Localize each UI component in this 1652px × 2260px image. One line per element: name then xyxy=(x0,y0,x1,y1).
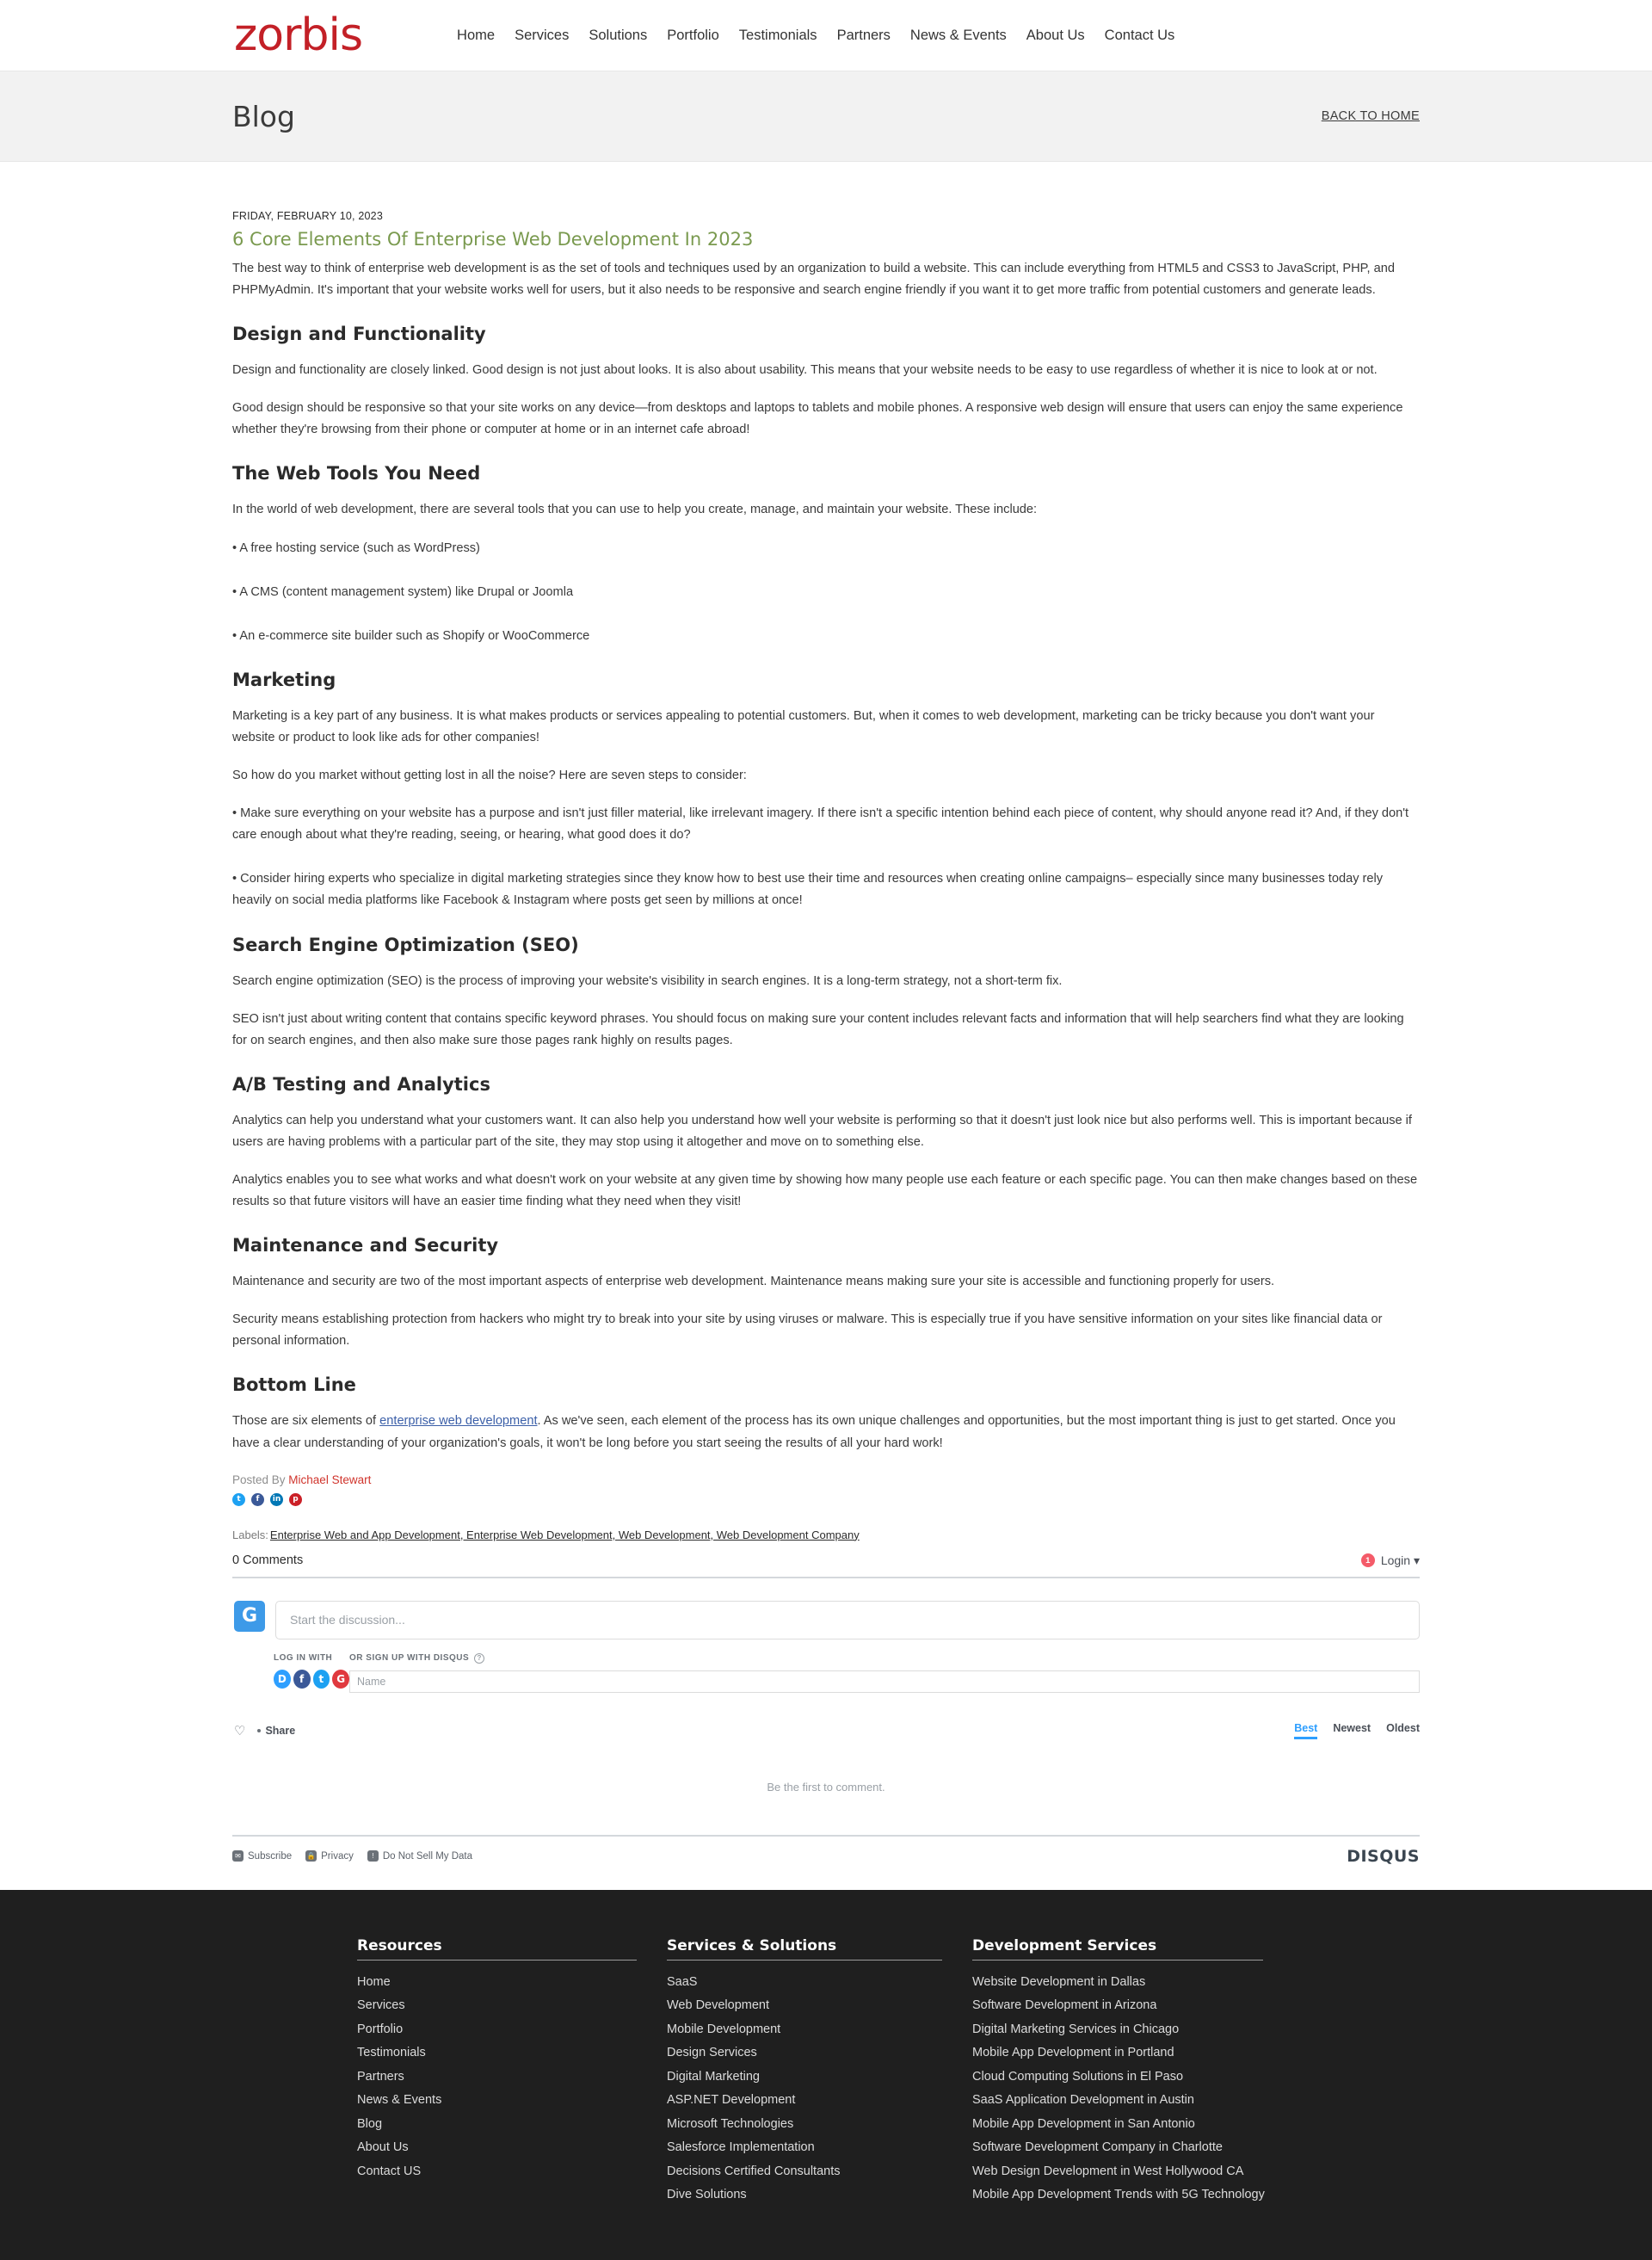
section-paragraph: In the world of web development, there are several tools that you can use to help you create, manage, and maintain your website. These include: xyxy=(232,503,1038,517)
sort-tab-newest[interactable]: Newest xyxy=(1333,1721,1372,1734)
nav-item-portfolio[interactable]: Portfolio xyxy=(667,27,719,43)
footer-link[interactable]: Design Services xyxy=(667,2046,757,2060)
section-bullet: • A free hosting service (such as WordPress) xyxy=(232,540,480,555)
footer-link[interactable]: Digital Marketing Services in Chicago xyxy=(972,2022,1180,2036)
comment-input[interactable]: Start the discussion... xyxy=(275,1601,1420,1639)
footer-link[interactable]: Partners xyxy=(357,2069,404,2084)
login-options-row xyxy=(232,1653,1420,1693)
nav-item-about-us[interactable]: About Us xyxy=(1026,27,1085,43)
section-paragraph: Maintenance and security are two of the most important aspects of enterprise web development. Maintenance means making sure your site is accessible and functioning properly for users. xyxy=(232,1275,1275,1289)
section-bullet: • Consider hiring experts who specialize in digital marketing strategies since they know how to best use their time and resources when creating online campaigns– especially since many businesses today rely heavily on social media platforms like Facebook & Instagram where posts get seen by millions at once! xyxy=(232,872,1384,908)
footer-column-title: Resources xyxy=(357,1936,442,1954)
privacy-link[interactable] xyxy=(305,1850,354,1862)
bullet-dot-icon xyxy=(257,1729,261,1732)
nav-item-contact-us[interactable]: Contact Us xyxy=(1104,27,1175,43)
section-paragraph: Security means establishing protection from hackers who might try to break into your site by using viruses or malware. This is especially true if you have sensitive information on your sites like financial data or personal information. xyxy=(232,1312,1383,1349)
footer-column xyxy=(357,1937,667,2209)
list-item xyxy=(667,1973,942,1992)
post-title[interactable]: 6 Core Elements Of Enterprise Web Development In 2023 xyxy=(232,229,754,250)
nav-item-home[interactable]: Home xyxy=(457,27,496,43)
list-item xyxy=(972,2115,1286,2134)
footer-link[interactable]: SaaS Application Development in Austin xyxy=(972,2093,1194,2108)
footer-link[interactable]: Portfolio xyxy=(357,2022,404,2036)
section-heading: Design and Functionality xyxy=(232,324,486,345)
footer-link-list xyxy=(667,1973,942,2206)
facebook-login-icon[interactable]: f xyxy=(293,1670,311,1689)
posted-by-prefix: Posted By xyxy=(232,1473,289,1486)
section-paragraph: Analytics enables you to see what works and what doesn't work on your website at any given time by showing how many people use each feature or each specific page. You can then make changes based on these results so that future visitors will have an easier time finding what they need when they visit! xyxy=(232,1172,1418,1209)
footer-link[interactable]: Mobile App Development Trends with 5G Technology xyxy=(972,2187,1265,2201)
footer-link[interactable]: Digital Marketing xyxy=(667,2069,760,2084)
labels-row xyxy=(232,1528,1420,1541)
footer-link[interactable]: Mobile App Development in Portland xyxy=(972,2046,1174,2060)
nav-item-services[interactable]: Services xyxy=(515,27,570,43)
do-not-sell-icon: ! xyxy=(367,1850,379,1862)
footer-column-title: Development Services xyxy=(972,1936,1157,1954)
list-item xyxy=(357,2138,637,2158)
signup-label-text: OR SIGN UP WITH DISQUS xyxy=(349,1653,470,1664)
name-input[interactable]: Name xyxy=(349,1670,1420,1693)
nav-item-solutions[interactable]: Solutions xyxy=(589,27,648,43)
section-heading: Marketing xyxy=(232,669,336,690)
footer-link[interactable]: Home xyxy=(357,1974,391,1989)
list-item xyxy=(972,1996,1286,2016)
section-heading-bottom-line: Bottom Line xyxy=(232,1374,356,1396)
blog-post-container xyxy=(232,162,1420,1881)
footer-link[interactable]: SaaS xyxy=(667,1974,698,1989)
twitter-login-icon[interactable]: t xyxy=(313,1670,330,1689)
list-item xyxy=(972,2185,1286,2205)
list-item xyxy=(357,2020,637,2040)
signup-column xyxy=(349,1653,1420,1693)
comment-compose-row xyxy=(232,1601,1420,1639)
notification-badge: 1 xyxy=(1361,1553,1375,1567)
post-author[interactable]: Michael Stewart xyxy=(288,1473,372,1486)
section-bullet: • A CMS (content management system) like Drupal or Joomla xyxy=(232,584,574,599)
list-item xyxy=(972,2043,1286,2063)
share-button[interactable] xyxy=(257,1725,295,1737)
list-item xyxy=(667,2067,942,2087)
privacy-icon: 🔒 xyxy=(306,1852,316,1861)
footer-link[interactable]: Software Development Company in Charlotte xyxy=(972,2140,1223,2155)
section-paragraph: Design and functionality are closely linked. Good design is not just about looks. It is also about usability. This means that your website needs to be easy to use regardless of whether it is nice to look at or not. xyxy=(232,363,1378,378)
site-footer xyxy=(0,1890,1652,2260)
facebook-share-icon[interactable]: f xyxy=(251,1493,264,1506)
footer-link[interactable]: Contact US xyxy=(357,2164,422,2178)
footer-link[interactable]: Cloud Computing Solutions in El Paso xyxy=(972,2069,1184,2084)
main-navigation xyxy=(457,28,1174,44)
list-item xyxy=(667,2115,942,2134)
auth-provider-icons xyxy=(274,1670,349,1689)
section-heading: Search Engine Optimization (SEO) xyxy=(232,934,579,955)
list-item xyxy=(972,2162,1286,2182)
disqus-footer xyxy=(232,1837,1420,1881)
do-not-sell-link[interactable] xyxy=(367,1850,472,1862)
empty-comments-message: Be the first to comment. xyxy=(767,1780,885,1794)
list-item xyxy=(972,1973,1286,1992)
help-icon[interactable]: ? xyxy=(474,1653,484,1664)
posted-by xyxy=(232,1473,1420,1486)
post-date: FRIDAY, FEBRUARY 10, 2023 xyxy=(232,210,383,222)
bottom-line-text-before: Those are six elements of xyxy=(232,1414,380,1429)
do-not-sell-link-label: Do Not Sell My Data xyxy=(382,1850,473,1862)
footer-column xyxy=(667,1937,972,2209)
list-item xyxy=(357,2090,637,2110)
back-to-home-link[interactable]: BACK TO HOME xyxy=(1321,109,1420,123)
list-item xyxy=(667,2162,942,2182)
signup-label xyxy=(349,1653,1420,1664)
list-item xyxy=(667,2043,942,2063)
footer-link-list xyxy=(972,1973,1286,2206)
sort-tab-oldest[interactable]: Oldest xyxy=(1386,1721,1420,1734)
section-heading: A/B Testing and Analytics xyxy=(232,1073,490,1095)
disqus-header-row xyxy=(232,1553,1420,1577)
section-paragraph: Search engine optimization (SEO) is the process of improving your website's visibility in search engines. It is a long-term strategy, not a short-term fix. xyxy=(232,973,1063,988)
footer-link[interactable]: Web Design Development in West Hollywood CA xyxy=(972,2164,1244,2178)
section-bullet: • Make sure everything on your website has a purpose and isn't just filler material, like irrelevant imagery. If there isn't a specific intention behind each piece of content, why should anyone read it? And, if they don't care enough about what they're reading, seeing, or hearing, what good does it do? xyxy=(232,806,1409,843)
footer-link[interactable]: Services xyxy=(357,1998,405,2013)
footer-column xyxy=(972,1937,1316,2209)
section-paragraph: So how do you market without getting lost in all the noise? Here are seven steps to consider: xyxy=(232,769,747,783)
section-paragraph: Marketing is a key part of any business. It is what makes products or services appealing to potential customers. But, when it comes to web development, marketing can be tricky because you don't want your website or product to look like ads for other companies! xyxy=(232,708,1375,744)
list-item xyxy=(357,1973,637,1992)
list-item xyxy=(357,2067,637,2087)
bottom-line-text-after: . As we've seen, each element of the process has its own unique challenges and opportunities, but the most important thing is just to get started. Once you have a clear understanding of your organization's goals, it won't be long before you start seeing the results of all your hard work! xyxy=(232,1414,1396,1450)
footer-link[interactable]: Mobile Development xyxy=(667,2022,781,2036)
login-label: Login ▾ xyxy=(1380,1553,1420,1567)
footer-link[interactable]: Mobile App Development in San Antonio xyxy=(972,2116,1195,2131)
footer-link[interactable]: Blog xyxy=(357,2116,383,2131)
section-bullet: • An e-commerce site builder such as Shopify or WooCommerce xyxy=(232,628,590,643)
site-logo[interactable]: zorbis xyxy=(234,9,363,61)
section-paragraph: SEO isn't just about writing content that contains specific keyword phrases. You should focus on making sure your content includes relevant facts and information that will help searchers find what they are looking for on search engines, and then also make sure those pages rank highly on results pages. xyxy=(232,1011,1404,1047)
list-item xyxy=(972,2067,1286,2087)
disqus-comments-widget xyxy=(232,1553,1420,1881)
footer-link[interactable]: Software Development in Arizona xyxy=(972,1998,1157,2013)
divider xyxy=(232,1577,1420,1578)
google-login-icon[interactable]: G xyxy=(332,1670,349,1689)
page-title-bar xyxy=(0,71,1652,162)
footer-link[interactable]: Decisions Certified Consultants xyxy=(667,2164,841,2178)
subscribe-link-label: Subscribe xyxy=(248,1850,293,1862)
footer-link[interactable]: News & Events xyxy=(357,2093,442,2108)
social-share-icons xyxy=(232,1493,1420,1506)
section-paragraph: Good design should be responsive so that your site works on any device—from desktops and laptops to tablets and mobile phones. A responsive web design will ensure that users can enjoy the same experience whether they're browsing from their phone or computer at home or in an internet cafe abroad! xyxy=(232,401,1403,437)
nav-item-news-events[interactable]: News & Events xyxy=(909,27,1007,43)
nav-item-partners[interactable]: Partners xyxy=(836,27,891,43)
subscribe-link[interactable] xyxy=(232,1850,292,1862)
twitter-share-icon[interactable]: t xyxy=(232,1493,245,1506)
footer-column-title: Services & Solutions xyxy=(667,1936,837,1954)
list-item xyxy=(357,2162,637,2182)
footer-link[interactable]: Dive Solutions xyxy=(667,2187,747,2201)
site-header xyxy=(0,0,1652,71)
sort-tab-best[interactable]: Best xyxy=(1294,1722,1317,1739)
privacy-link-label: Privacy xyxy=(321,1850,354,1862)
section-heading: The Web Tools You Need xyxy=(232,463,481,485)
labels-links[interactable]: Enterprise Web and App Development, Enterprise Web Development, Web Development, Web Development Company xyxy=(269,1528,860,1541)
list-item xyxy=(357,1996,637,2016)
divider xyxy=(357,1960,637,1961)
list-item xyxy=(667,2020,942,2040)
footer-link[interactable]: ASP.NET Development xyxy=(667,2093,796,2108)
bottom-line-paragraph xyxy=(232,1411,1420,1454)
list-item xyxy=(667,2090,942,2110)
share-button-label: Share xyxy=(265,1724,296,1737)
divider xyxy=(972,1960,1263,1961)
heart-icon[interactable]: ♡ xyxy=(234,1723,246,1738)
footer-link[interactable]: Salesforce Implementation xyxy=(667,2140,815,2155)
list-item xyxy=(972,2020,1286,2040)
login-with-label: LOG IN WITH xyxy=(274,1652,333,1663)
disqus-brand-logo: DISQUS xyxy=(1347,1846,1420,1866)
comments-count: 0 Comments xyxy=(232,1553,304,1568)
login-with-column xyxy=(274,1653,349,1689)
list-item xyxy=(357,2115,637,2134)
footer-link[interactable]: Testimonials xyxy=(357,2046,426,2060)
footer-link-list xyxy=(357,1973,637,2182)
footer-link[interactable]: Website Development in Dallas xyxy=(972,1974,1146,1989)
disqus-login-icon[interactable]: D xyxy=(274,1670,291,1689)
comment-sort-tabs xyxy=(1294,1722,1420,1739)
list-item xyxy=(972,2138,1286,2158)
section-heading: Maintenance and Security xyxy=(232,1235,499,1257)
footer-link[interactable]: Microsoft Technologies xyxy=(667,2116,794,2131)
subscribe-icon: ✉ xyxy=(232,1850,243,1862)
footer-link[interactable]: About Us xyxy=(357,2140,409,2155)
pinterest-share-icon[interactable]: p xyxy=(289,1493,302,1506)
list-item xyxy=(667,2138,942,2158)
nav-item-testimonials[interactable]: Testimonials xyxy=(738,27,817,43)
list-item xyxy=(357,2043,637,2063)
list-item xyxy=(667,1996,942,2016)
disqus-login-button[interactable] xyxy=(1361,1553,1420,1568)
list-item xyxy=(972,2090,1286,2110)
footer-link[interactable]: Web Development xyxy=(667,1998,770,2013)
comment-actions-row xyxy=(232,1722,1420,1739)
avatar: G xyxy=(234,1601,265,1632)
divider xyxy=(667,1960,942,1961)
list-item xyxy=(667,2185,942,2205)
enterprise-web-development-link[interactable]: enterprise web development xyxy=(379,1414,538,1429)
page-title: Blog xyxy=(232,99,295,133)
section-paragraph: Analytics can help you understand what your customers want. It can also help you understand how well your website is performing so that it doesn't just look nice but also performs well. This is important because if users are having problems with a particular part of the site, they may stop using it altogether and move on to something else. xyxy=(232,1113,1412,1149)
post-intro-paragraph: The best way to think of enterprise web development is as the set of tools and techniques used by an organization to build a website. This can include everything from HTML5 and CSS3 to JavaScript, PHP, and PHPMyAdmin. It's important that your website works well for users, but it also needs to be responsive and search engine friendly if you want it to get more traffic from potential customers and generate leads. xyxy=(232,262,1395,298)
chevron-down-icon: ▾ xyxy=(1413,1553,1420,1567)
post-sections xyxy=(232,324,1420,1352)
labels-prefix: Labels: xyxy=(232,1528,268,1541)
linkedin-share-icon[interactable]: in xyxy=(270,1493,283,1506)
